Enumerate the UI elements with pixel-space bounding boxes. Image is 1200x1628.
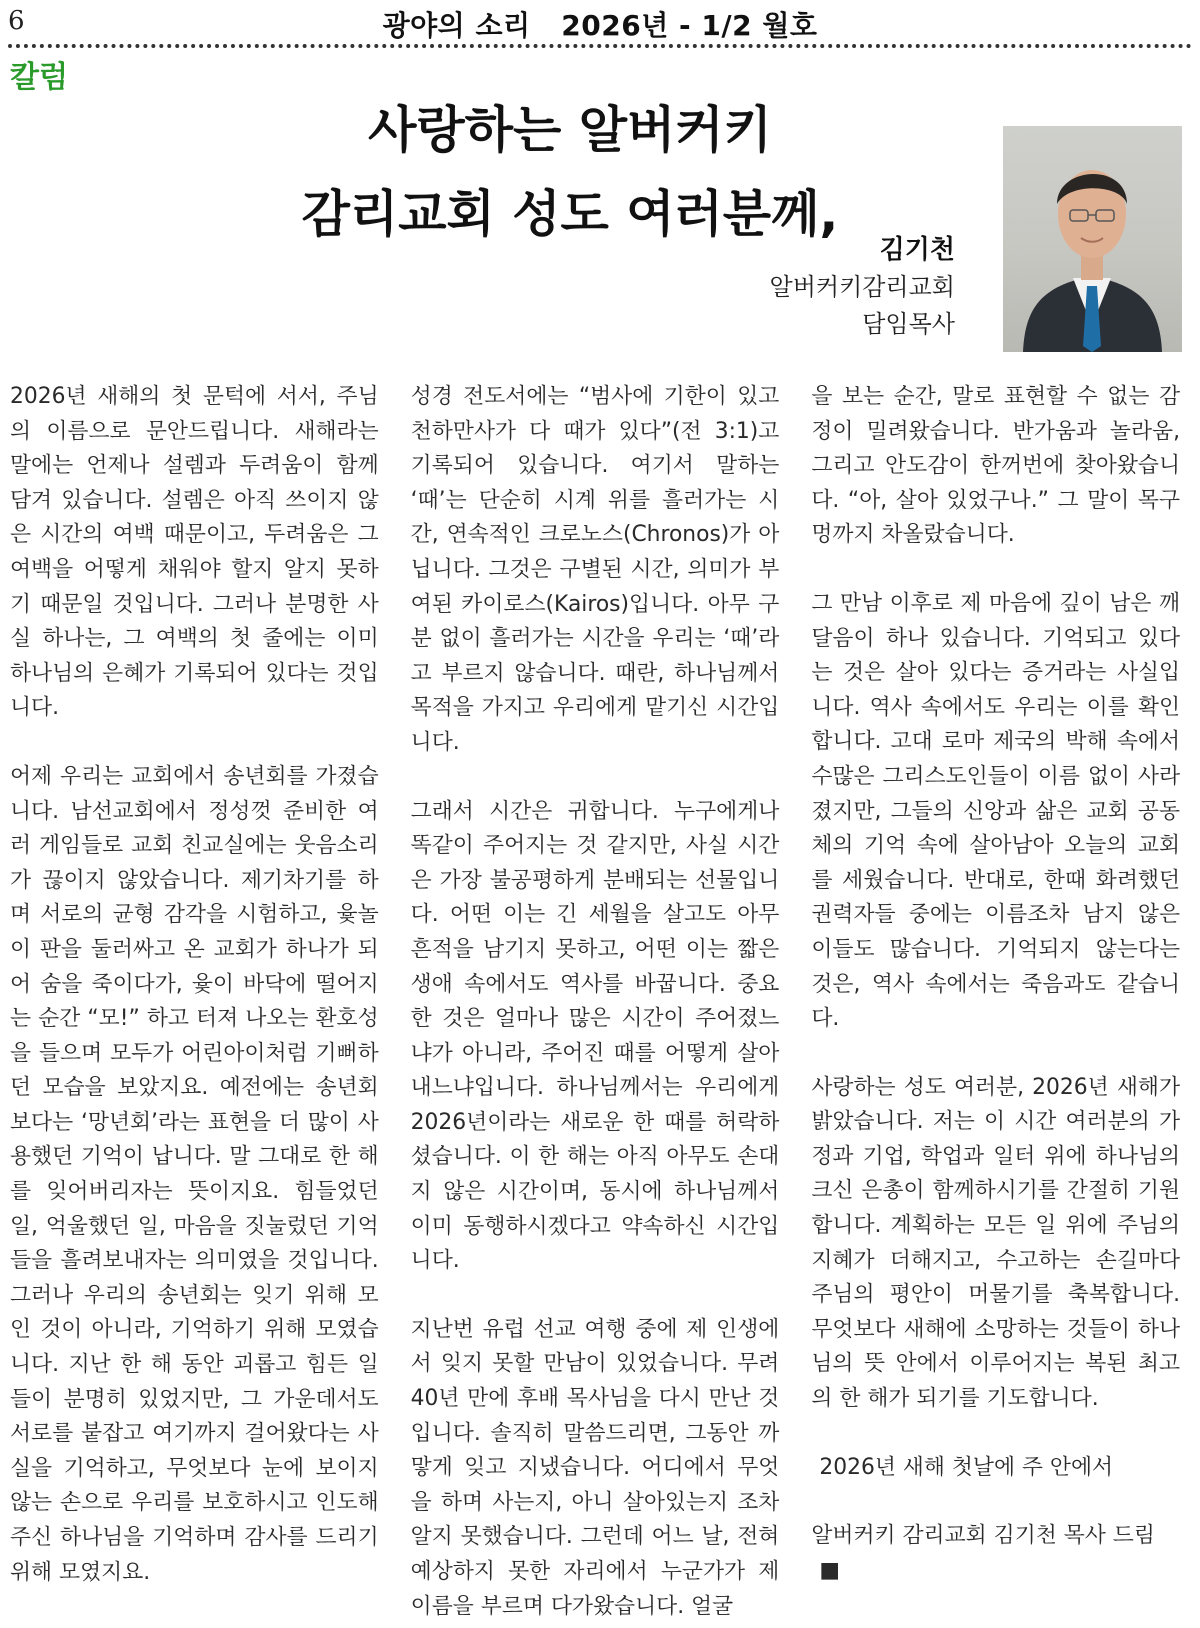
author-photo xyxy=(1003,126,1182,352)
page-number: 6 xyxy=(8,6,25,36)
paragraph: 사랑하는 성도 여러분, 2026년 새해가 밝았습니다. 저는 이 시간 여러분의 가정과 기업, 학업과 일터 위에 하나님의 크신 은총이 함께하시기를 간절히 기원합니다. 계획하는 모든 일 위에 주님의 지혜가 더해지고, 수고하는 손길마다 주님의 평안이 머물기를 축복합니다. 무엇보다 새해에 소망하는 것들이 하나님의 뜻 안에서 이루어지는 복된 최고의 한 해가 되기를 기도합니다. xyxy=(811,1074,1181,1412)
section-label: 칼럼 xyxy=(10,60,68,95)
paragraph: 을 보는 순간, 말로 표현할 수 없는 감정이 밀려왔습니다. 반가움과 놀라움, 그리고 안도감이 한꺼번에 찾아왔습니다. “아, 살아 있었구나.” 그 말이 목구멍까지 차올랐습니다. xyxy=(811,384,1181,548)
author-portrait-image xyxy=(1003,126,1182,352)
article-body xyxy=(10,380,1180,1628)
paragraph: 성경 전도서에는 “범사에 기한이 있고 천하만사가 다 때가 있다”(전 3:1)고 기록되어 있습니다. 여기서 말하는 ‘때’는 단순히 시계 위를 흘러가는 시간, 연속적인 크로노스(Chronos)가 아닙니다. 그것은 구별된 시간, 의미가 부여된 카이로스(Kairos)입니다. 아무 구분 없이 흘러가는 시간을 우리는 ‘때’라고 부르지 않습니다. 때란, 하나님께서 목적을 가지고 우리에게 맡기신 시간입니다. xyxy=(410,384,780,755)
paragraph: 2026년 새해의 첫 문턱에 서서, 주님의 이름으로 문안드립니다. 새해라는 말에는 언제나 설렘과 두려움이 함께 담겨 있습니다. 설렘은 아직 쓰이지 않은 시간의 여백 때문이고, 두려움은 그 여백을 어떻게 채워야 할지 알지 못하기 때문일 것입니다. 그러나 분명한 사실 하나는, 그 여백의 첫 줄에는 이미 하나님의 은혜가 기록되어 있다는 것입니다. xyxy=(10,384,379,721)
column-3 xyxy=(811,380,1180,1628)
author-name: 김기천 xyxy=(879,235,955,265)
signoff-date: 2026년 새해 첫날에 주 안에서 xyxy=(819,1454,1114,1480)
paragraph: 어제 우리는 교회에서 송년회를 가졌습니다. 남선교회에서 정성껏 준비한 여러 게임들로 교회 친교실에는 웃음소리가 끊이지 않았습니다. 제기차기를 하며 서로의 균형 감각을 시험하고, 윷놀이 판을 둘러싸고 온 교회가 하나가 되어 숨을 죽이다가, 윷이 바닥에 떨어지는 순간 “모!” 하고 터져 나오는 환호성을 들으며 모두가 어린아이처럼 기뻐하던 모습을 보았지요. 예전에는 송년회보다는 ‘망년회’라는 표현을 더 많이 사용했던 기억이 납니다. 말 그대로 한 해를 잊어버리자는 뜻이지요. 힘들었던 일, 억울했던 일, 마음을 짓눌렀던 기억들을 흘려보내자는 의미였을 것입니다. 그러나 우리의 송년회는 잊기 위해 모인 것이 아니라, 기억하기 위해 모였습니다. 지난 한 해 동안 괴롭고 힘든 일들이 분명히 있었지만, 그 가운데서도 서로를 붙잡고 여기까지 걸어왔다는 사실을 기억하고, 무엇보다 눈에 보이지 않는 손으로 우리를 보호하시고 인도해주신 하나님을 기억하며 감사를 드리기 위해 모였지요. xyxy=(10,763,379,1585)
paragraph: 그래서 시간은 귀합니다. 누구에게나 똑같이 주어지는 것 같지만, 사실 시간은 가장 불공평하게 분배되는 선물입니다. 어떤 이는 긴 세월을 살고도 아무 흔적을 남기지 못하고, 어떤 이는 짧은 생애 속에서도 역사를 바꿉니다. 중요한 것은 얼마나 많은 시간이 주어졌느냐가 아니라, 주어진 때를 어떻게 살아내느냐입니다. 하나님께서는 우리에게 2026년이라는 새로운 한 때를 허락하셨습니다. 이 한 해는 아직 아무도 손대지 않은 시간이며, 동시에 하나님께서 이미 동행하시겠다고 약속하신 시간입니다. xyxy=(410,798,780,1274)
byline xyxy=(770,232,955,343)
signoff-author: 알버커키 감리교회 김기천 목사 드림 xyxy=(811,1523,1155,1549)
column-2 xyxy=(411,380,780,1628)
headline-line-2: 감리교회 성도 여러분께, xyxy=(301,185,839,243)
headline-line-1: 사랑하는 알버커키 xyxy=(368,101,772,159)
author-church: 알버커키감리교회 xyxy=(769,273,955,301)
publication-header: 광야의 소리 2026년 - 1/2 월호 xyxy=(382,9,818,42)
paragraph: 지난번 유럽 선교 여행 중에 제 인생에서 잊지 못할 만남이 있었습니다. 무려 40년 만에 후배 목사님을 다시 만난 것입니다. 솔직히 말씀드리면, 그동안 까맣게 잊고 지냈습니다. 어디에서 무엇을 하며 사는지, 아니 살아있는지 조차 알지 못했습니다. 그런데 어느 날, 전혀 예상하지 못한 자리에서 누군가가 제 이름을 부르며 다가왔습니다. 얼굴 xyxy=(410,1316,780,1619)
end-mark: ■ xyxy=(819,1557,840,1583)
dotted-divider xyxy=(8,44,1192,48)
author-role: 담임목사 xyxy=(862,310,955,338)
paragraph: 그 만남 이후로 제 마음에 깊이 남은 깨달음이 하나 있습니다. 기억되고 있다는 것은 살아 있다는 증거라는 사실입니다. 역사 속에서도 우리는 이를 확인합니다. 고대 로마 제국의 박해 속에서 수많은 그리스도인들이 이름 없이 사라졌지만, 그들의 신앙과 삶은 교회 공동체의 기억 속에 살아남아 오늘의 교회를 세웠습니다. 반대로, 한때 화려했던 권력자들 중에는 이름조차 남지 않은 이들도 많습니다. 기억되지 않는다는 것은, 역사 속에서는 죽음과도 같습니다. xyxy=(811,590,1181,1032)
headline xyxy=(250,88,890,256)
column-1 xyxy=(10,380,379,1628)
